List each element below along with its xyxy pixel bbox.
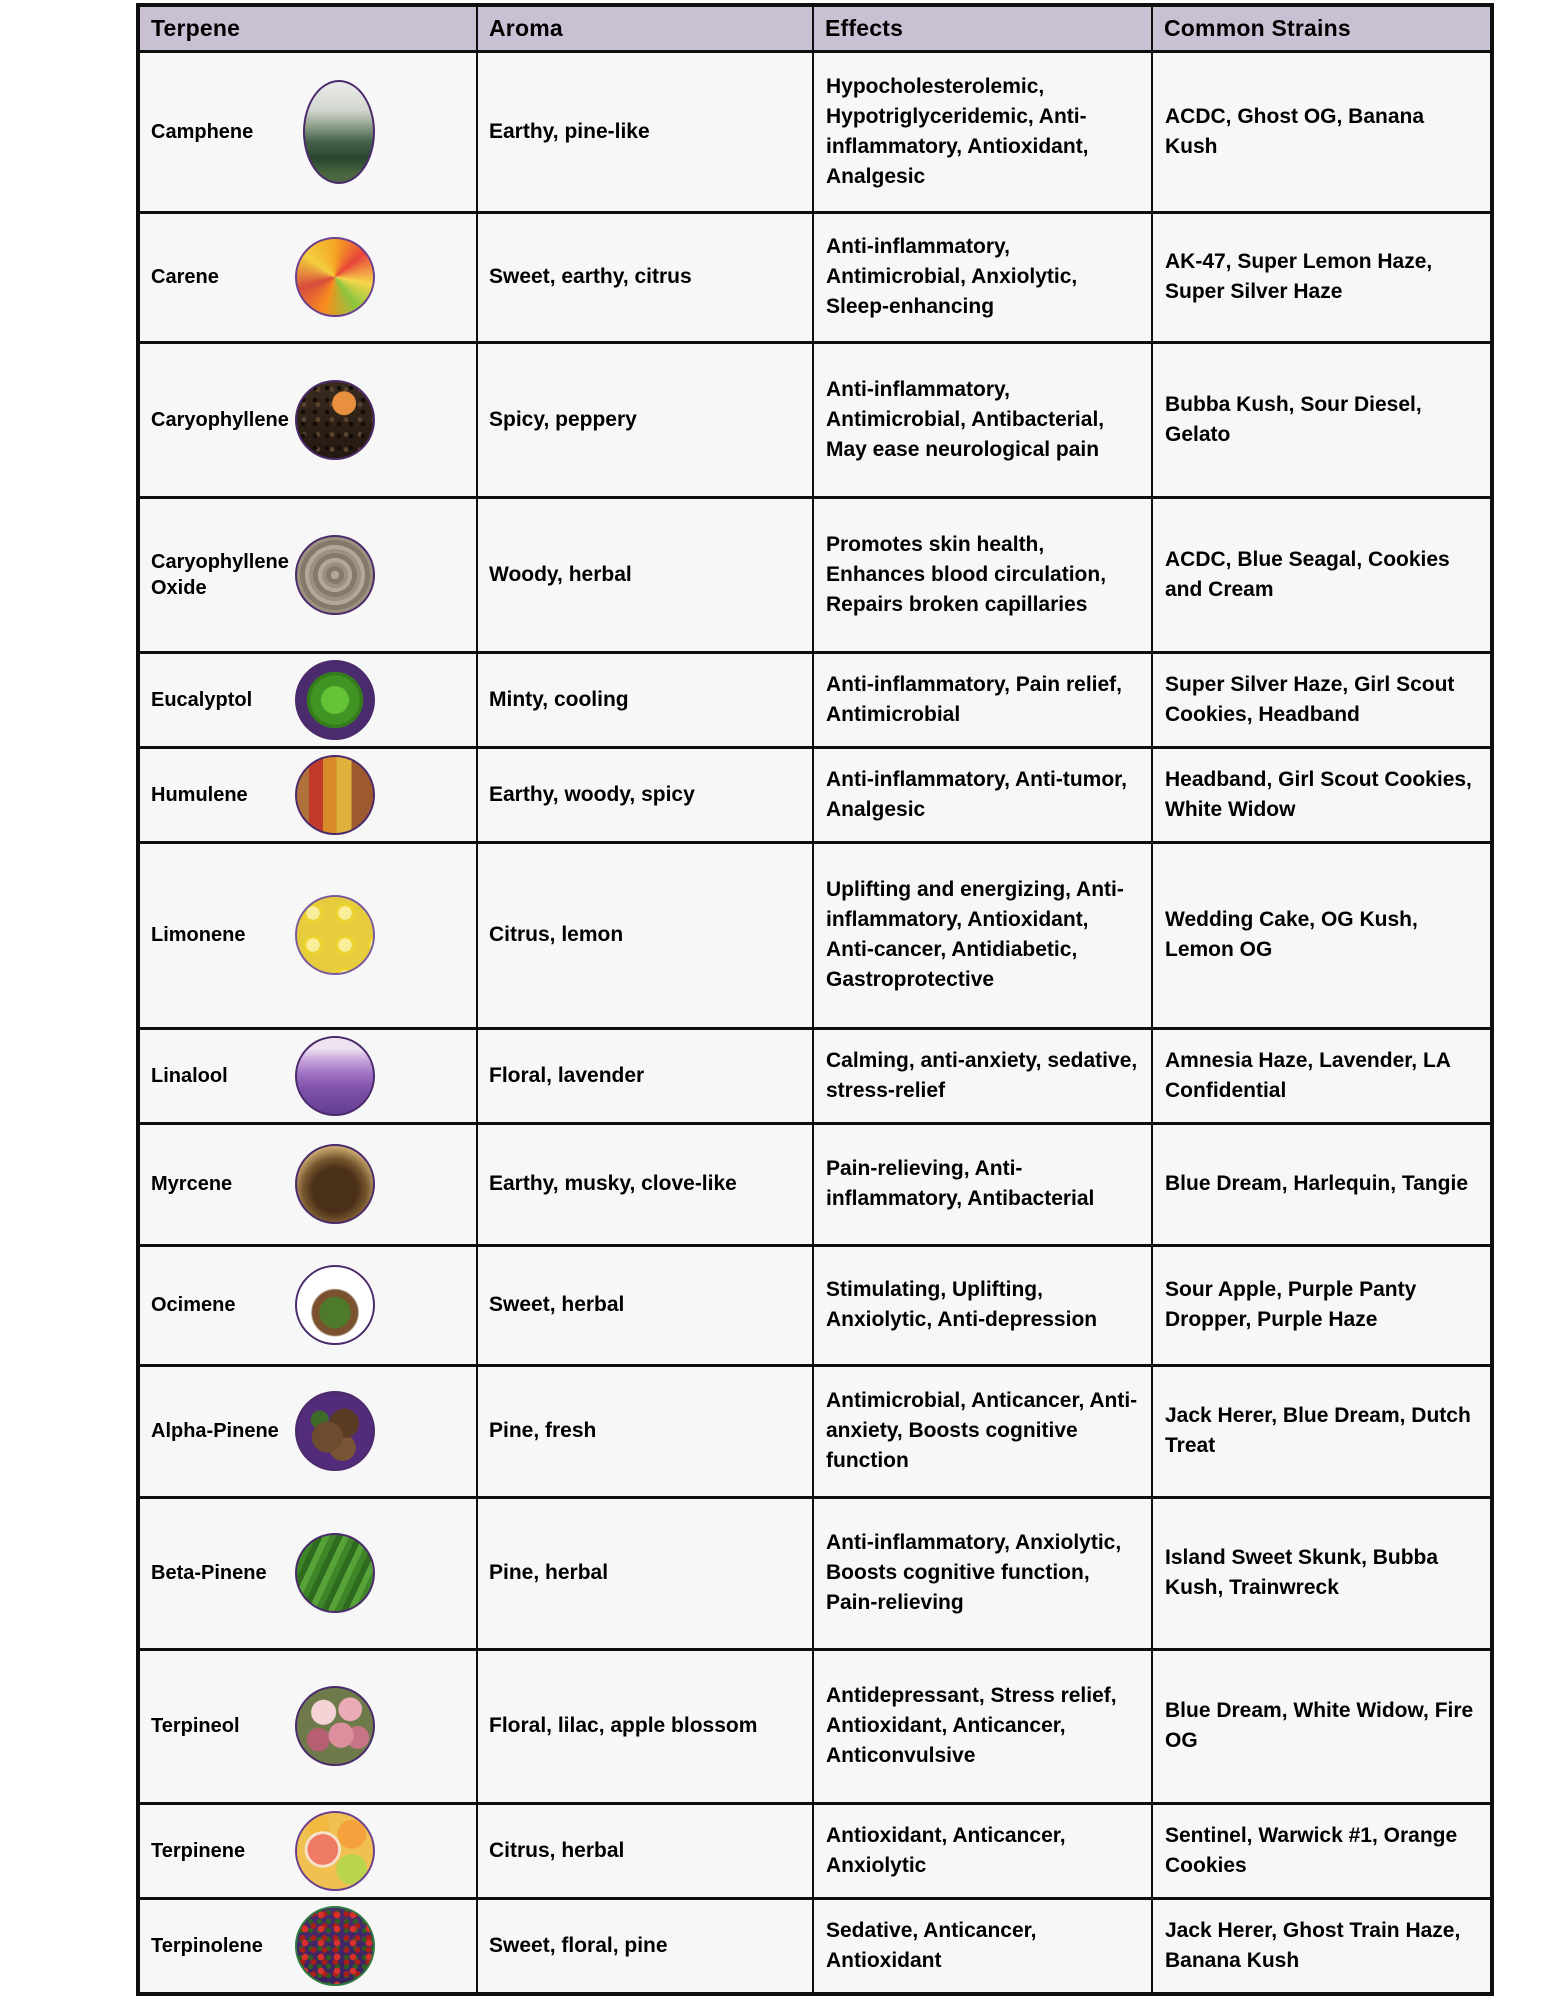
effects-cell: Stimulating, Uplifting, Anxiolytic, Anti-depression (813, 1245, 1152, 1365)
col-header-terpene: Terpene (138, 5, 477, 51)
aroma-cell: Minty, cooling (477, 652, 813, 747)
spice-spoons-icon (295, 755, 375, 835)
col-header-aroma: Aroma (477, 5, 813, 51)
strains-cell: Jack Herer, Blue Dream, Dutch Treat (1152, 1365, 1492, 1497)
col-header-common-strains: Common Strains (1152, 5, 1492, 51)
strains-cell: Sour Apple, Purple Panty Dropper, Purple Haze (1152, 1245, 1492, 1365)
citrus-slices-icon (295, 1811, 375, 1891)
cloves-scoop-icon (295, 1144, 375, 1224)
strains-cell: Sentinel, Warwick #1, Orange Cookies (1152, 1803, 1492, 1898)
strains-cell: Headband, Girl Scout Cookies, White Widow (1152, 747, 1492, 842)
cut-wood-log-icon (295, 535, 375, 615)
aroma-cell: Sweet, herbal (477, 1245, 813, 1365)
terpene-name: Caryophyllene (151, 408, 289, 431)
effects-cell: Anti-inflammatory, Antimicrobial, Antibacterial, May ease neurological pain (813, 342, 1152, 497)
table-row (138, 652, 1492, 747)
terpene-name: Terpinene (151, 1839, 246, 1862)
effects-cell: Anti-inflammatory, Anxiolytic, Boosts cognitive function, Pain-relieving (813, 1497, 1152, 1649)
terpene-name: Alpha-Pinene (151, 1420, 279, 1442)
terpene-name: Limonene (151, 924, 246, 946)
table-row (138, 51, 1492, 212)
terpene-name: Myrcene (151, 1173, 233, 1195)
strains-cell: Jack Herer, Ghost Train Haze, Banana Kush (1152, 1898, 1492, 1994)
aroma-cell: Pine, fresh (477, 1365, 813, 1497)
col-header-effects: Effects (813, 5, 1152, 51)
effects-cell: Uplifting and energizing, Anti-inflammatory, Antioxidant, Anti-cancer, Antidiabetic, Gastroprotective (813, 842, 1152, 1028)
table-row (138, 1123, 1492, 1245)
mint-leaves-icon (295, 660, 375, 740)
effects-cell: Calming, anti-anxiety, sedative, stress-relief (813, 1028, 1152, 1123)
herb-bowl-icon (295, 1265, 375, 1345)
table-row (138, 497, 1492, 652)
table-row (138, 1497, 1492, 1649)
pine-cones-icon (295, 1391, 375, 1471)
terpene-name: Humulene (151, 783, 248, 806)
strains-cell: Bubba Kush, Sour Diesel, Gelato (1152, 342, 1492, 497)
terpene-name: Linalool (151, 1064, 228, 1087)
terpene-name: Beta-Pinene (151, 1562, 267, 1584)
aroma-cell: Pine, herbal (477, 1497, 813, 1649)
terpene-name: Carene (151, 266, 219, 288)
strains-cell: Super Silver Haze, Girl Scout Cookies, Headband (1152, 652, 1492, 747)
effects-cell: Anti-inflammatory, Antimicrobial, Anxiolytic, Sleep-enhancing (813, 212, 1152, 342)
assorted-citrus-fruits-icon (295, 237, 375, 317)
rose-bouquet-icon (295, 1686, 375, 1766)
table-row (138, 1649, 1492, 1803)
terpene-reference-table (136, 3, 1494, 1996)
table-row (138, 1898, 1492, 1994)
pine-needles-icon (295, 1533, 375, 1613)
aroma-cell: Spicy, peppery (477, 342, 813, 497)
aroma-cell: Earthy, pine-like (477, 51, 813, 212)
lemon-slices-icon (295, 895, 375, 975)
strains-cell: Island Sweet Skunk, Bubba Kush, Trainwreck (1152, 1497, 1492, 1649)
table-row (138, 212, 1492, 342)
effects-cell: Hypocholesterolemic, Hypotriglyceridemic, Anti-inflammatory, Antioxidant, Analgesic (813, 51, 1152, 212)
strains-cell: Blue Dream, Harlequin, Tangie (1152, 1123, 1492, 1245)
aroma-cell: Earthy, woody, spicy (477, 747, 813, 842)
table-row (138, 1803, 1492, 1898)
terpene-name: Caryophyllene Oxide (151, 550, 289, 599)
terpene-name: Terpinolene (151, 1934, 263, 1957)
strains-cell: Wedding Cake, OG Kush, Lemon OG (1152, 842, 1492, 1028)
table-row (138, 342, 1492, 497)
effects-cell: Antioxidant, Anticancer, Anxiolytic (813, 1803, 1152, 1898)
terpene-name: Camphene (151, 120, 254, 143)
red-berries-pine-icon (295, 1906, 375, 1986)
black-peppercorns-icon (295, 380, 375, 460)
effects-cell: Anti-inflammatory, Anti-tumor, Analgesic (813, 747, 1152, 842)
terpene-name: Eucalyptol (151, 688, 253, 711)
aroma-cell: Woody, herbal (477, 497, 813, 652)
strains-cell: AK-47, Super Lemon Haze, Super Silver Haze (1152, 212, 1492, 342)
aroma-cell: Sweet, earthy, citrus (477, 212, 813, 342)
table-row (138, 1365, 1492, 1497)
aroma-cell: Floral, lilac, apple blossom (477, 1649, 813, 1803)
effects-cell: Antidepressant, Stress relief, Antioxidant, Anticancer, Anticonvulsive (813, 1649, 1152, 1803)
table-row (138, 1028, 1492, 1123)
effects-cell: Pain-relieving, Anti-inflammatory, Antibacterial (813, 1123, 1152, 1245)
effects-cell: Sedative, Anticancer, Antioxidant (813, 1898, 1152, 1994)
aroma-cell: Citrus, lemon (477, 842, 813, 1028)
strains-cell: ACDC, Blue Seagal, Cookies and Cream (1152, 497, 1492, 652)
effects-cell: Anti-inflammatory, Pain relief, Antimicrobial (813, 652, 1152, 747)
terpene-name: Terpineol (151, 1715, 240, 1737)
aroma-cell: Sweet, floral, pine (477, 1898, 813, 1994)
aroma-cell: Earthy, musky, clove-like (477, 1123, 813, 1245)
header-row (138, 5, 1492, 51)
aroma-cell: Citrus, herbal (477, 1803, 813, 1898)
strains-cell: ACDC, Ghost OG, Banana Kush (1152, 51, 1492, 212)
table-row (138, 842, 1492, 1028)
misty-pine-forest-icon (303, 80, 375, 184)
table-row (138, 1245, 1492, 1365)
table-row (138, 747, 1492, 842)
effects-cell: Antimicrobial, Anticancer, Anti-anxiety, Boosts cognitive function (813, 1365, 1152, 1497)
effects-cell: Promotes skin health, Enhances blood circulation, Repairs broken capillaries (813, 497, 1152, 652)
strains-cell: Blue Dream, White Widow, Fire OG (1152, 1649, 1492, 1803)
lavender-field-icon (295, 1036, 375, 1116)
terpene-name: Ocimene (151, 1294, 236, 1316)
aroma-cell: Floral, lavender (477, 1028, 813, 1123)
strains-cell: Amnesia Haze, Lavender, LA Confidential (1152, 1028, 1492, 1123)
